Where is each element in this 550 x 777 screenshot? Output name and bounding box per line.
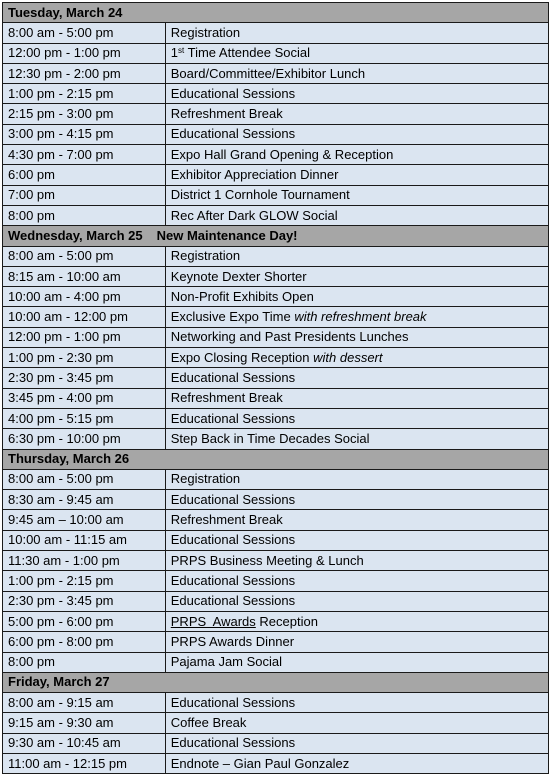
schedule-row bbox=[3, 287, 549, 307]
event-time: 3:00 pm - 4:15 pm bbox=[3, 124, 166, 144]
event-time: 10:00 am - 11:15 am bbox=[3, 530, 166, 550]
day-header-cell bbox=[3, 226, 549, 246]
event-time: 8:15 am - 10:00 am bbox=[3, 266, 166, 286]
event-title: Educational Sessions bbox=[165, 490, 548, 510]
event-time: 8:00 am - 5:00 pm bbox=[3, 23, 166, 43]
event-time: 9:45 am – 10:00 am bbox=[3, 510, 166, 530]
event-time: 10:00 am - 12:00 pm bbox=[3, 307, 166, 327]
event-time: 4:30 pm - 7:00 pm bbox=[3, 145, 166, 165]
day-heading: Thursday, March 26 bbox=[8, 451, 130, 467]
schedule-row bbox=[3, 733, 549, 753]
event-time: 1:00 pm - 2:30 pm bbox=[3, 348, 166, 368]
event-time: 5:00 pm - 6:00 pm bbox=[3, 611, 166, 631]
event-time: 6:00 pm bbox=[3, 165, 166, 185]
event-title: Educational Sessions bbox=[165, 408, 548, 428]
schedule-row bbox=[3, 124, 549, 144]
day-header-cell bbox=[3, 449, 549, 469]
schedule-row bbox=[3, 307, 549, 327]
schedule-row bbox=[3, 104, 549, 124]
schedule-row bbox=[3, 713, 549, 733]
event-time: 11:00 am - 12:15 pm bbox=[3, 753, 166, 773]
event-title: Networking and Past Presidents Lunches bbox=[165, 327, 548, 347]
day-heading: Friday, March 27 bbox=[8, 674, 110, 690]
day-header-cell bbox=[3, 672, 549, 692]
schedule-row bbox=[3, 429, 549, 449]
day-note: New Maintenance Day! bbox=[156, 227, 298, 243]
event-time: 8:00 pm bbox=[3, 205, 166, 225]
event-time: 8:00 am - 5:00 pm bbox=[3, 246, 166, 266]
event-title: Educational Sessions bbox=[165, 530, 548, 550]
event-time: 8:30 am - 9:45 am bbox=[3, 490, 166, 510]
event-time: 8:00 am - 9:15 am bbox=[3, 693, 166, 713]
event-title: PRPS Awards Dinner bbox=[165, 632, 548, 652]
event-time: 9:30 am - 10:45 am bbox=[3, 733, 166, 753]
schedule-row bbox=[3, 84, 549, 104]
event-title: Rec After Dark GLOW Social bbox=[165, 205, 548, 225]
event-time: 8:00 pm bbox=[3, 652, 166, 672]
schedule-table bbox=[2, 2, 549, 774]
event-title: Board/Committee/Exhibitor Lunch bbox=[165, 63, 548, 83]
event-title: PRPS Awards Reception bbox=[165, 611, 548, 631]
schedule-row bbox=[3, 408, 549, 428]
schedule-row bbox=[3, 530, 549, 550]
schedule-row bbox=[3, 469, 549, 489]
schedule-row bbox=[3, 652, 549, 672]
day-heading: Wednesday, March 25 bbox=[8, 227, 143, 243]
event-title: Refreshment Break bbox=[165, 388, 548, 408]
schedule-row bbox=[3, 571, 549, 591]
event-time: 1:00 pm - 2:15 pm bbox=[3, 84, 166, 104]
event-time: 3:45 pm - 4:00 pm bbox=[3, 388, 166, 408]
event-title: Registration bbox=[165, 469, 548, 489]
schedule-row bbox=[3, 43, 549, 63]
event-title: Registration bbox=[165, 246, 548, 266]
event-title: Coffee Break bbox=[165, 713, 548, 733]
event-title: Educational Sessions bbox=[165, 591, 548, 611]
event-title: PRPS Business Meeting & Lunch bbox=[165, 551, 548, 571]
event-title: Expo Hall Grand Opening & Reception bbox=[165, 145, 548, 165]
schedule-row bbox=[3, 205, 549, 225]
day-heading: Tuesday, March 24 bbox=[8, 4, 123, 20]
schedule-row bbox=[3, 185, 549, 205]
schedule-row bbox=[3, 327, 549, 347]
schedule-row bbox=[3, 348, 549, 368]
schedule-row bbox=[3, 551, 549, 571]
day-header-row bbox=[3, 3, 549, 23]
event-time: 6:30 pm - 10:00 pm bbox=[3, 429, 166, 449]
schedule-row bbox=[3, 246, 549, 266]
event-time: 8:00 am - 5:00 pm bbox=[3, 469, 166, 489]
schedule-row bbox=[3, 145, 549, 165]
schedule-row bbox=[3, 632, 549, 652]
event-time: 12:30 pm - 2:00 pm bbox=[3, 63, 166, 83]
event-time: 9:15 am - 9:30 am bbox=[3, 713, 166, 733]
event-title: Step Back in Time Decades Social bbox=[165, 429, 548, 449]
schedule-row bbox=[3, 388, 549, 408]
event-time: 2:30 pm - 3:45 pm bbox=[3, 368, 166, 388]
schedule-row bbox=[3, 368, 549, 388]
schedule-row bbox=[3, 23, 549, 43]
schedule-row bbox=[3, 591, 549, 611]
event-title: Refreshment Break bbox=[165, 104, 548, 124]
event-title: Refreshment Break bbox=[165, 510, 548, 530]
event-title: Endnote – Gian Paul Gonzalez bbox=[165, 753, 548, 773]
event-title: Expo Closing Reception with dessert bbox=[165, 348, 548, 368]
event-time: 12:00 pm - 1:00 pm bbox=[3, 327, 166, 347]
event-time: 6:00 pm - 8:00 pm bbox=[3, 632, 166, 652]
day-header-row bbox=[3, 226, 549, 246]
event-title: Educational Sessions bbox=[165, 571, 548, 591]
event-title: Non-Profit Exhibits Open bbox=[165, 287, 548, 307]
schedule-row bbox=[3, 693, 549, 713]
event-time: 11:30 am - 1:00 pm bbox=[3, 551, 166, 571]
event-time: 4:00 pm - 5:15 pm bbox=[3, 408, 166, 428]
event-time: 12:00 pm - 1:00 pm bbox=[3, 43, 166, 63]
event-title: 1st Time Attendee Social bbox=[165, 43, 548, 63]
event-title: Educational Sessions bbox=[165, 84, 548, 104]
event-title: District 1 Cornhole Tournament bbox=[165, 185, 548, 205]
event-title: Keynote Dexter Shorter bbox=[165, 266, 548, 286]
event-title: Exhibitor Appreciation Dinner bbox=[165, 165, 548, 185]
day-header-row bbox=[3, 672, 549, 692]
schedule-row bbox=[3, 753, 549, 773]
event-title: Educational Sessions bbox=[165, 368, 548, 388]
day-header-cell bbox=[3, 3, 549, 23]
event-title: Pajama Jam Social bbox=[165, 652, 548, 672]
schedule-row bbox=[3, 490, 549, 510]
event-title: Educational Sessions bbox=[165, 124, 548, 144]
event-time: 2:15 pm - 3:00 pm bbox=[3, 104, 166, 124]
event-title: Registration bbox=[165, 23, 548, 43]
schedule-row bbox=[3, 63, 549, 83]
event-title: Educational Sessions bbox=[165, 693, 548, 713]
event-title: Exclusive Expo Time with refreshment break bbox=[165, 307, 548, 327]
schedule-row bbox=[3, 510, 549, 530]
event-time: 10:00 am - 4:00 pm bbox=[3, 287, 166, 307]
schedule-row bbox=[3, 611, 549, 631]
day-header-row bbox=[3, 449, 549, 469]
event-time: 7:00 pm bbox=[3, 185, 166, 205]
event-time: 1:00 pm - 2:15 pm bbox=[3, 571, 166, 591]
schedule-row bbox=[3, 266, 549, 286]
event-time: 2:30 pm - 3:45 pm bbox=[3, 591, 166, 611]
event-title: Educational Sessions bbox=[165, 733, 548, 753]
schedule-row bbox=[3, 165, 549, 185]
